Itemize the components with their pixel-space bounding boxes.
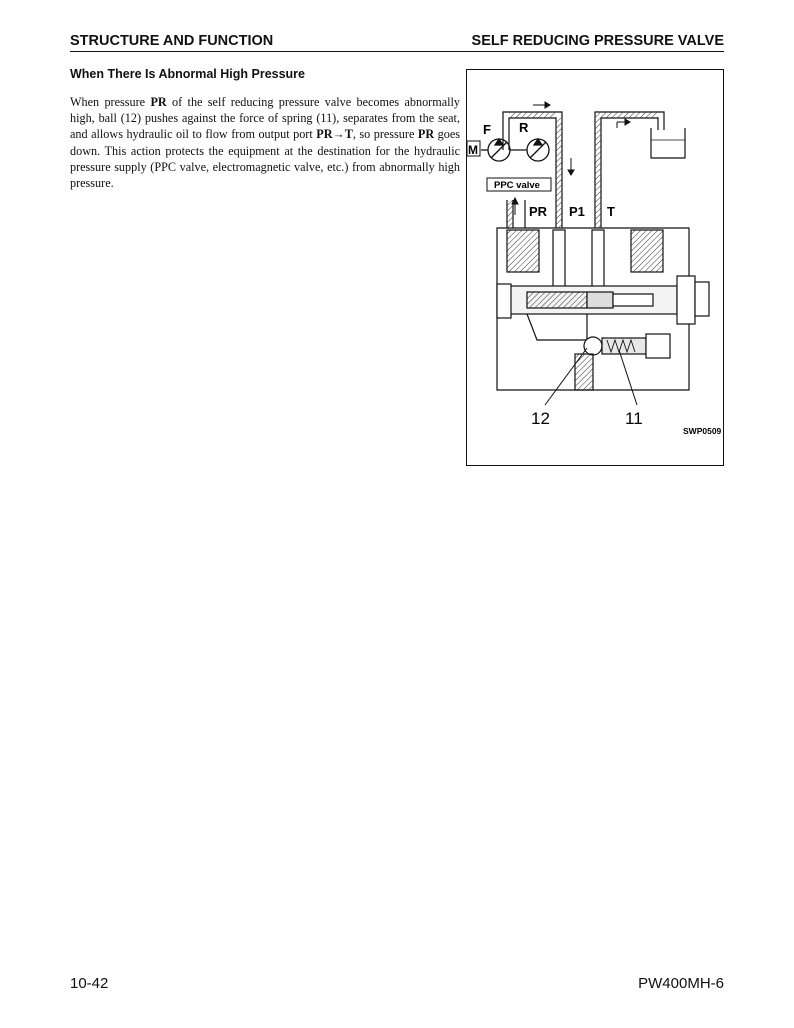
label-r: R [519,120,529,135]
label-m: M [468,143,478,157]
header-section-title: STRUCTURE AND FUNCTION [70,33,274,49]
header-topic-title: SELF REDUCING PRESSURE VALVE [471,33,724,49]
term-pr-to-t: PR→T [316,127,353,142]
text-run: , so pressure [352,127,418,142]
callout-11: 11 [625,409,643,428]
callout-12: 12 [531,409,550,428]
valve-body [497,228,709,390]
pump-icon [481,139,549,161]
ppc-valve-label: PPC valve [494,180,540,191]
term-pr: PR [150,95,167,109]
model-code: PW400MH-6 [638,975,724,992]
valve-diagram-figure [466,69,724,466]
figure-code: SWP0509 [683,426,722,436]
term-pr: PR [417,127,435,142]
text-run: of the self reducing pressure valve becomes abnormally high, ball (12) pushes against the force of spring (11), separates from the seat, and allows hydraulic oil to flow from output port [70,95,460,142]
page-header [70,33,724,52]
tank-icon [651,128,685,158]
text-run: When pressure [70,95,151,109]
section-heading: When There Is Abnormal High Pressure [70,67,306,81]
body-paragraph [70,94,460,191]
page-number: 10-42 [70,975,109,992]
valve-diagram [467,70,725,467]
port-p1-label: P1 [569,204,585,219]
label-f: F [483,122,491,137]
port-pr-label: PR [529,204,548,219]
text-run: goes down. This action protects the equipment at the destination for the hydraulic pressure supply (PPC valve, electromagnetic valve, etc.) from abnormally high pressure. [70,127,460,191]
port-t-label: T [607,204,615,219]
